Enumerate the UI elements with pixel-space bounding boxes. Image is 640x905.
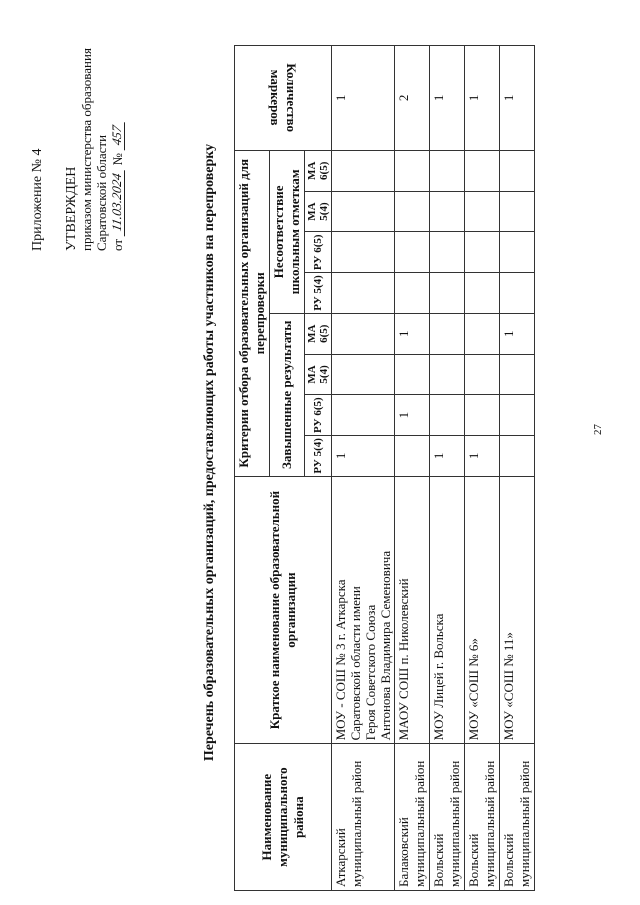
appendix-label: Приложение № 4 [30,148,45,251]
value-cell [465,232,500,273]
value-cell [395,436,430,477]
header-district: Наименование муниципального района [235,744,332,891]
approved-header: УТВЕРЖДЕН [64,166,79,251]
table-row [430,46,465,891]
header-markers: Количество маркеров [235,46,332,151]
value-cell: 1 [395,313,430,354]
value-cell [332,354,395,395]
org-line: Героя Советского Союза [363,604,378,741]
approved-date-line [109,48,125,251]
markers-cell: 2 [395,46,430,151]
schools-table [234,45,535,891]
header-mismatch: Несоответствие школьным отметкам [270,150,305,313]
value-cell [500,150,535,191]
org-line: МОУ - СОШ № 3 г. Аткарска [333,579,348,741]
value-cell: 1 [395,395,430,436]
document-title: Перечень образовательных организаций, предоставляющих работы участников на перепроверку [202,143,217,762]
value-cell: 1 [430,436,465,477]
value-cell [332,191,395,232]
org-cell [332,476,395,744]
handwritten-date: 11.03.2024 [109,168,125,236]
header-subject: РУ 5(4) [305,273,332,314]
handwritten-number: 457 [109,120,125,150]
value-cell [465,191,500,232]
value-cell [465,354,500,395]
value-cell [395,273,430,314]
page-number: 27 [592,424,604,435]
table-row [465,46,500,891]
value-cell [465,273,500,314]
value-cell [430,395,465,436]
value-cell: 1 [500,313,535,354]
value-cell [500,232,535,273]
value-cell [395,232,430,273]
value-cell [500,273,535,314]
district-cell: Балаковский муниципальный район [395,744,430,891]
value-cell [465,313,500,354]
header-subject: МА 5(4) [305,191,332,232]
value-cell [465,150,500,191]
value-cell [465,395,500,436]
value-cell [395,354,430,395]
markers-cell: 1 [332,46,395,151]
org-line: МОУ «СОШ № 6» [466,638,481,741]
value-cell [430,150,465,191]
header-row-1 [235,46,270,891]
org-cell [430,476,465,744]
value-cell: 1 [465,436,500,477]
header-subject: МА 6(5) [305,150,332,191]
number-prefix: № [110,153,125,166]
header-subject: РУ 5(4) [305,436,332,477]
markers-cell: 1 [430,46,465,151]
value-cell [332,313,395,354]
table-row [332,46,395,891]
header-subject: МА 6(5) [305,313,332,354]
org-line: МОУ «СОШ № 11» [501,632,516,741]
table-row [500,46,535,891]
value-cell [430,313,465,354]
table-row [395,46,430,891]
org-line: МОУ Лицей г. Вольска [431,613,446,741]
value-cell [500,436,535,477]
date-prefix: от [110,238,125,251]
value-cell [500,191,535,232]
approved-line-2: Саратовской области [94,134,109,251]
value-cell [430,354,465,395]
header-subject: РУ 6(5) [305,232,332,273]
value-cell: 1 [332,436,395,477]
approval-block [64,48,125,251]
header-org: Краткое наименование образовательной организации [235,476,332,744]
header-overstated: Завышенные результаты [270,313,305,476]
value-cell [430,232,465,273]
district-cell: Аткарский муниципальный район [332,744,395,891]
approved-line-1: приказом министерства образования [79,48,94,251]
org-line: МАОУ СОШ п. Николевский [396,578,411,741]
value-cell [332,395,395,436]
district-cell: Вольский муниципальный район [500,744,535,891]
value-cell [395,191,430,232]
org-cell [465,476,500,744]
markers-cell: 1 [465,46,500,151]
value-cell [500,354,535,395]
header-subject: МА 5(4) [305,354,332,395]
value-cell [332,273,395,314]
org-cell [500,476,535,744]
org-line: Антонова Владимира Семеновича [378,550,393,741]
markers-cell: 1 [500,46,535,151]
district-cell: Вольский муниципальный район [465,744,500,891]
header-subject: РУ 6(5) [305,395,332,436]
value-cell [395,150,430,191]
header-criteria: Критерии отбора образовательных организаций для перепроверки [235,150,270,476]
value-cell [332,150,395,191]
value-cell [500,395,535,436]
org-cell [395,476,430,744]
rotated-page [14,14,626,891]
value-cell [430,273,465,314]
value-cell [430,191,465,232]
org-line: Саратовской области имени [348,586,363,741]
value-cell [332,232,395,273]
district-cell: Вольский муниципальный район [430,744,465,891]
